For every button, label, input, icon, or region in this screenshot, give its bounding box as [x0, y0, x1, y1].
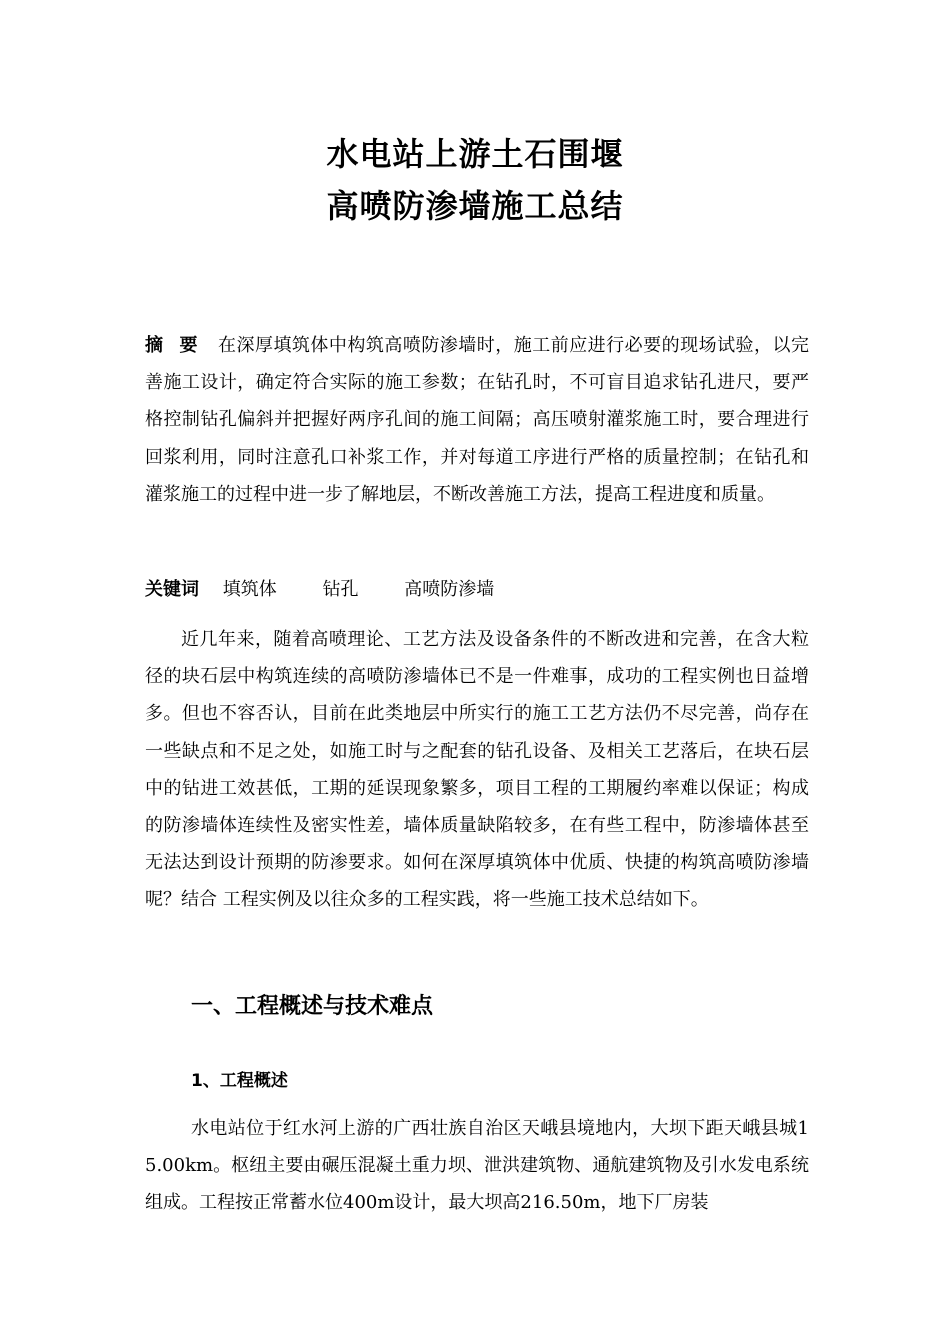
keyword-item: 钻孔 — [322, 579, 359, 600]
keyword-item: 填筑体 — [222, 579, 277, 600]
abstract-label: 摘要 — [145, 335, 214, 356]
document-title-line-2: 高喷防渗墙施工总结 — [326, 187, 624, 225]
subsection-heading: 1、工程概述 — [191, 1071, 288, 1091]
overview-paragraph: 水电站位于红水河上游的广西壮族自治区天峨县境地内，大坝下距天峨县城15.00km。枢纽主要由碾压混凝土重力坝、泄洪建筑物、通航建筑物及引水发电系统组成。工程按正常蓄水位400m设计，最大坝高216.50m，地下厂房装 — [145, 1118, 809, 1214]
intro-paragraph: 近几年来，随着高喷理论、工艺方法及设备条件的不断改进和完善，在含大粒径的块石层中构筑连续的高喷防渗墙体已不是一件难事，成功的工程实例也日益增多。但也不容否认，目前在此类地层中所实行的施工工艺方法仍不尽完善，尚存在一些缺点和不足之处，如施工时与之配套的钻孔设备、及相关工艺落后，在块石层中的钻进工效甚低，工期的延误现象繁多，项目工程的工期履约率难以保证；构成的防渗墙体连续性及密实性差，墙体质量缺陷较多，在有些工程中，防渗墙体甚至无法达到设计预期的防渗要求。如何在深厚填筑体中优质、快捷的构筑高喷防渗墙呢？结合 工程实例及以往众多的工程实践，将一些施工技术总结如下。 — [145, 629, 809, 911]
document-title-line-1: 水电站上游土石围堰 — [326, 135, 624, 173]
keyword-item: 高喷防渗墙 — [404, 579, 495, 600]
abstract-paragraph — [145, 327, 809, 513]
abstract-text: 在深厚填筑体中构筑高喷防渗墙时，施工前应进行必要的现场试验，以完善施工设计，确定符合实际的施工参数；在钻孔时，不可盲目追求钻孔进尺，要严格控制钻孔偏斜并把握好两序孔间的施工间隔；高压喷射灌浆施工时，要合理进行回浆利用，同时注意孔口补浆工作，并对每道工序进行严格的质量控制；在钻孔和灌浆施工的过程中进一步了解地层，不断改善施工方法，提高工程进度和质量。 — [145, 335, 810, 505]
keywords-label: 关键词 — [145, 579, 199, 600]
keywords-line — [145, 575, 534, 605]
section-heading: 一、工程概述与技术难点 — [191, 994, 434, 1019]
